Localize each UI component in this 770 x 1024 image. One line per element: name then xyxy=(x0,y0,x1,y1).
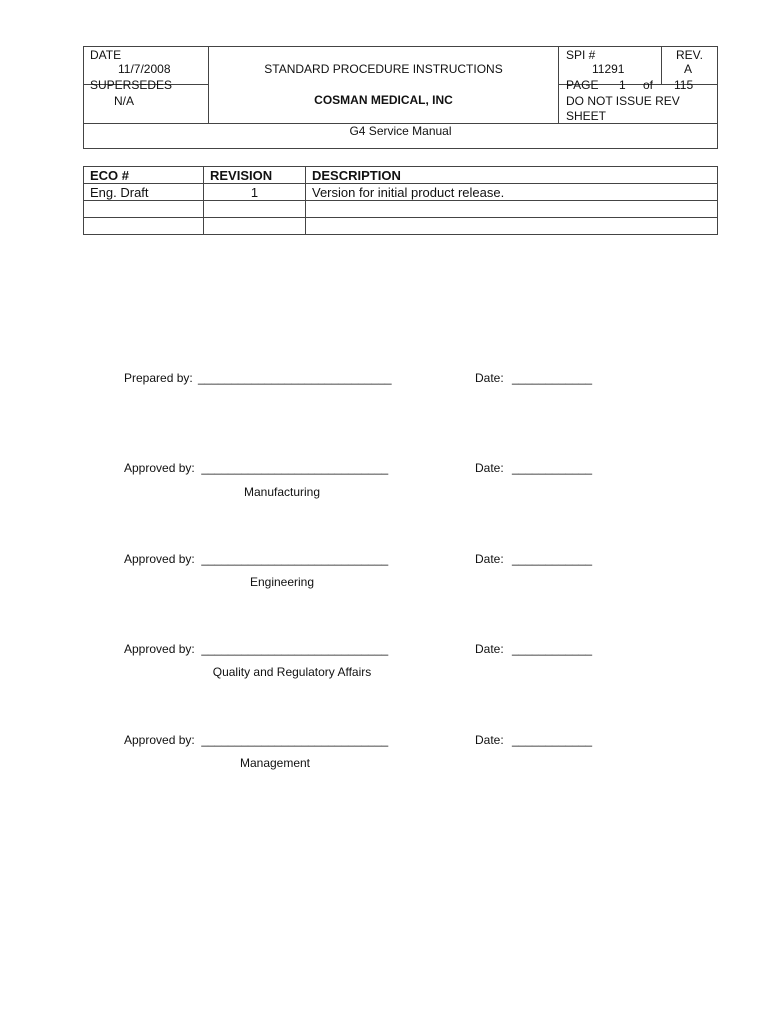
company-name: COSMAN MEDICAL, INC xyxy=(314,93,453,107)
date-label: Date: xyxy=(475,642,504,656)
date-value: 11/7/2008 xyxy=(118,62,171,76)
supersedes-label: SUPERSEDES xyxy=(90,78,173,92)
approver-role: Manufacturing xyxy=(243,485,321,499)
approver-role: Engineering xyxy=(249,575,315,589)
revision-table xyxy=(83,166,718,235)
approved-by-label: Approved by: xyxy=(124,461,195,475)
approved-by-line[interactable]: ____________________________ xyxy=(198,461,389,475)
date-line[interactable]: ____________ xyxy=(512,642,593,656)
supersedes-value: N/A xyxy=(114,94,135,108)
revision-cell xyxy=(204,218,306,235)
page-of: of xyxy=(643,78,654,92)
approved-by-label: Approved by: xyxy=(124,642,195,656)
date-label: Date: xyxy=(475,552,504,566)
page-total: 115 xyxy=(674,78,694,92)
date-label: DATE xyxy=(90,48,122,62)
issue-note: DO NOT ISSUE REV SHEET xyxy=(566,94,680,123)
approver-role: Management xyxy=(239,756,311,770)
spi-label: SPI # xyxy=(566,48,596,62)
description-cell xyxy=(306,201,718,218)
table-row xyxy=(84,201,718,218)
approved-by-label: Approved by: xyxy=(124,552,195,566)
prepared-by-label: Prepared by: xyxy=(124,371,193,385)
subject-title: G4 Service Manual xyxy=(349,124,452,138)
doc-type: STANDARD PROCEDURE INSTRUCTIONS xyxy=(264,62,503,76)
column-header: ECO # xyxy=(84,167,204,184)
approved-by-line[interactable]: ____________________________ xyxy=(198,552,389,566)
approved-by-label: Approved by: xyxy=(124,733,195,747)
approved-by-line[interactable]: ____________________________ xyxy=(198,733,389,747)
date-line[interactable]: ____________ xyxy=(512,371,593,385)
table-row xyxy=(84,184,718,201)
eco-cell: Eng. Draft xyxy=(84,184,204,201)
revision-cell xyxy=(204,201,306,218)
eco-cell xyxy=(84,201,204,218)
document-header xyxy=(83,46,718,149)
date-line[interactable]: ____________ xyxy=(512,461,593,475)
description-cell: Version for initial product release. xyxy=(306,184,718,201)
date-line[interactable]: ____________ xyxy=(512,552,593,566)
date-line[interactable]: ____________ xyxy=(512,733,593,747)
description-cell xyxy=(306,218,718,235)
approver-role: Quality and Regulatory Affairs xyxy=(212,665,372,679)
prepared-by-line[interactable]: _____________________________ xyxy=(198,371,392,385)
header-divider xyxy=(208,47,209,123)
table-row xyxy=(84,218,718,235)
page-label: PAGE xyxy=(566,78,599,92)
rev-value: A xyxy=(684,62,693,76)
header-divider xyxy=(558,47,559,123)
spi-value: 11291 xyxy=(592,62,625,76)
eco-cell xyxy=(84,218,204,235)
date-label: Date: xyxy=(475,461,504,475)
date-label: Date: xyxy=(475,371,504,385)
table-header-row xyxy=(84,167,718,184)
column-header: REVISION xyxy=(204,167,306,184)
rev-label: REV. xyxy=(676,48,703,62)
column-header: DESCRIPTION xyxy=(306,167,718,184)
page-number: 1 xyxy=(619,78,626,92)
approved-by-line[interactable]: ____________________________ xyxy=(198,642,389,656)
revision-cell: 1 xyxy=(204,184,306,201)
date-label: Date: xyxy=(475,733,504,747)
header-divider xyxy=(661,47,662,85)
